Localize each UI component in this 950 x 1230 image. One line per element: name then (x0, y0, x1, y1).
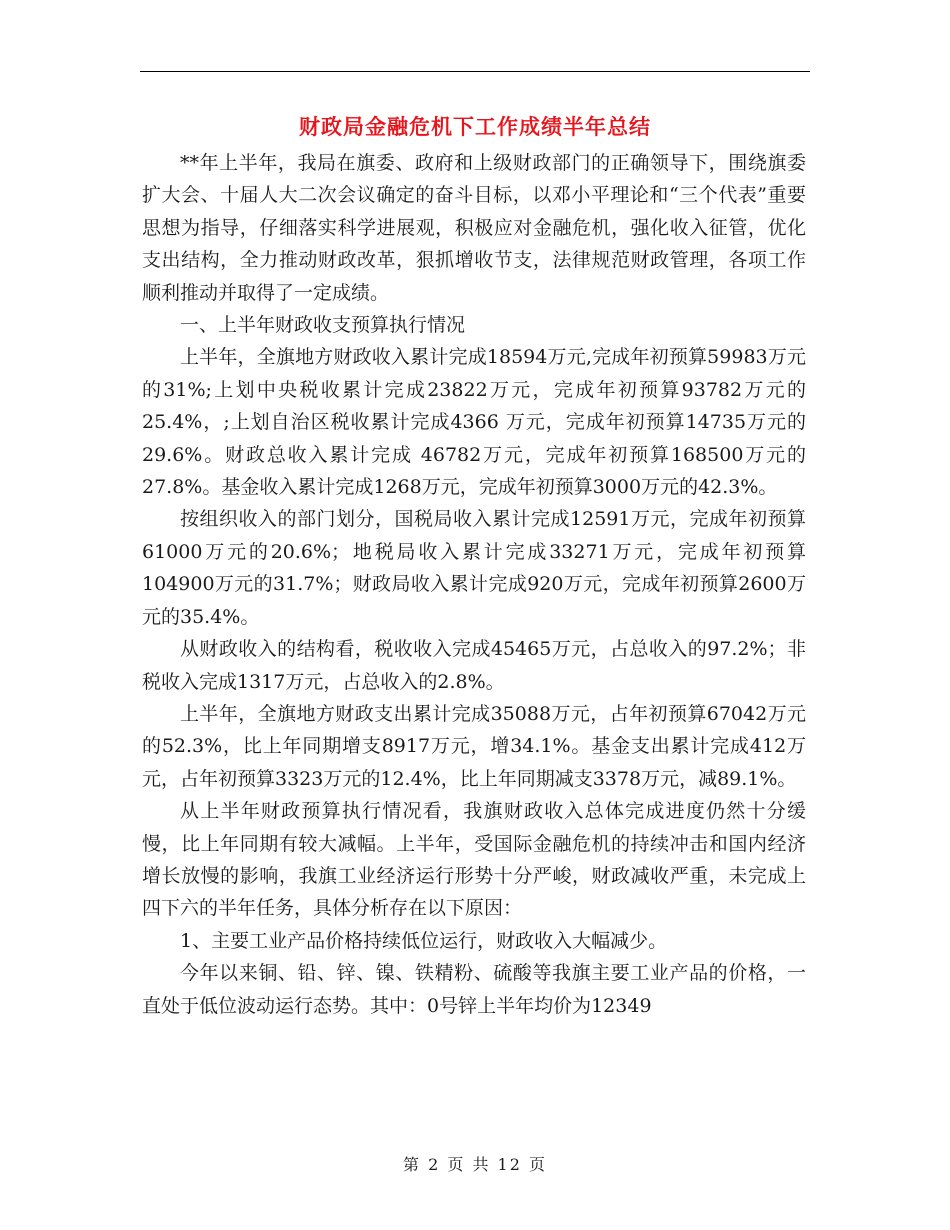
header-rule (140, 71, 810, 72)
section-heading: 一、上半年财政收支预算执行情况 (180, 314, 466, 337)
body-paragraph: 按组织收入的部门划分，国税局收入累计完成12591万元，完成年初预算61000万元的20.6%；地税局收入累计完成33271万元，完成年初预算104900万元的31.7%；财政局收入累计完成920万元，完成年初预算2600万元的35.4%。 (142, 508, 806, 628)
body-paragraph: 上半年，全旗地方财政收入累计完成18594万元,完成年初预算59983万元的31%;上划中央税收累计完成23822万元，完成年初预算93782万元的25.4%，;上划自治区税收累计完成4366 万元，完成年初预算14735万元的29.6%。财政总收入累计完成 46782万元，完成年初预算168500万元的27.8%。基金收入累计完成1268万元，完成年初预算3000万元的42.3%。 (142, 346, 806, 499)
body-paragraph: 上半年，全旗地方财政支出累计完成35088万元，占年初预算67042万元的52.3%，比上年同期增支8917万元，增34.1%。基金支出累计完成412万元，占年初预算3323万元的12.4%，比上年同期减支3378万元，减89.1%。 (142, 702, 806, 790)
document-body (142, 147, 806, 1022)
page-number: 第 2 页 共 12 页 (403, 1155, 547, 1174)
document-title: 财政局金融危机下工作成绩半年总结 (299, 114, 651, 139)
body-paragraph: 从上半年财政预算执行情况看，我旗财政收入总体完成进度仍然十分缓慢，比上年同期有较大减幅。上半年，受国际金融危机的持续冲击和国内经济增长放慢的影响，我旗工业经济运行形势十分严峻，财政减收严重，未完成上四下六的半年任务，具体分析存在以下原因： (142, 800, 806, 920)
body-paragraph: 从财政收入的结构看，税收收入完成45465万元，占总收入的97.2%；非税收入完成1317万元，占总收入的2.8%。 (142, 638, 806, 693)
body-paragraph: **年上半年，我局在旗委、政府和上级财政部门的正确领导下，围绕旗委扩大会、十届人大二次会议确定的奋斗目标，以邓小平理论和“三个代表”重要思想为指导，仔细落实科学进展观，积极应对金融危机，强化收入征管，优化支出结构，全力推动财政改革，狠抓增收节支，法律规范财政管理，各项工作顺利推动并取得了一定成绩。 (142, 152, 806, 304)
body-paragraph: 今年以来铜、铅、锌、镍、铁精粉、硫酸等我旗主要工业产品的价格，一直处于低位波动运行态势。其中：0号锌上半年均价为12349 (142, 962, 806, 1017)
subsection-heading: 1、主要工业产品价格持续低位运行，财政收入大幅减少。 (180, 929, 668, 952)
